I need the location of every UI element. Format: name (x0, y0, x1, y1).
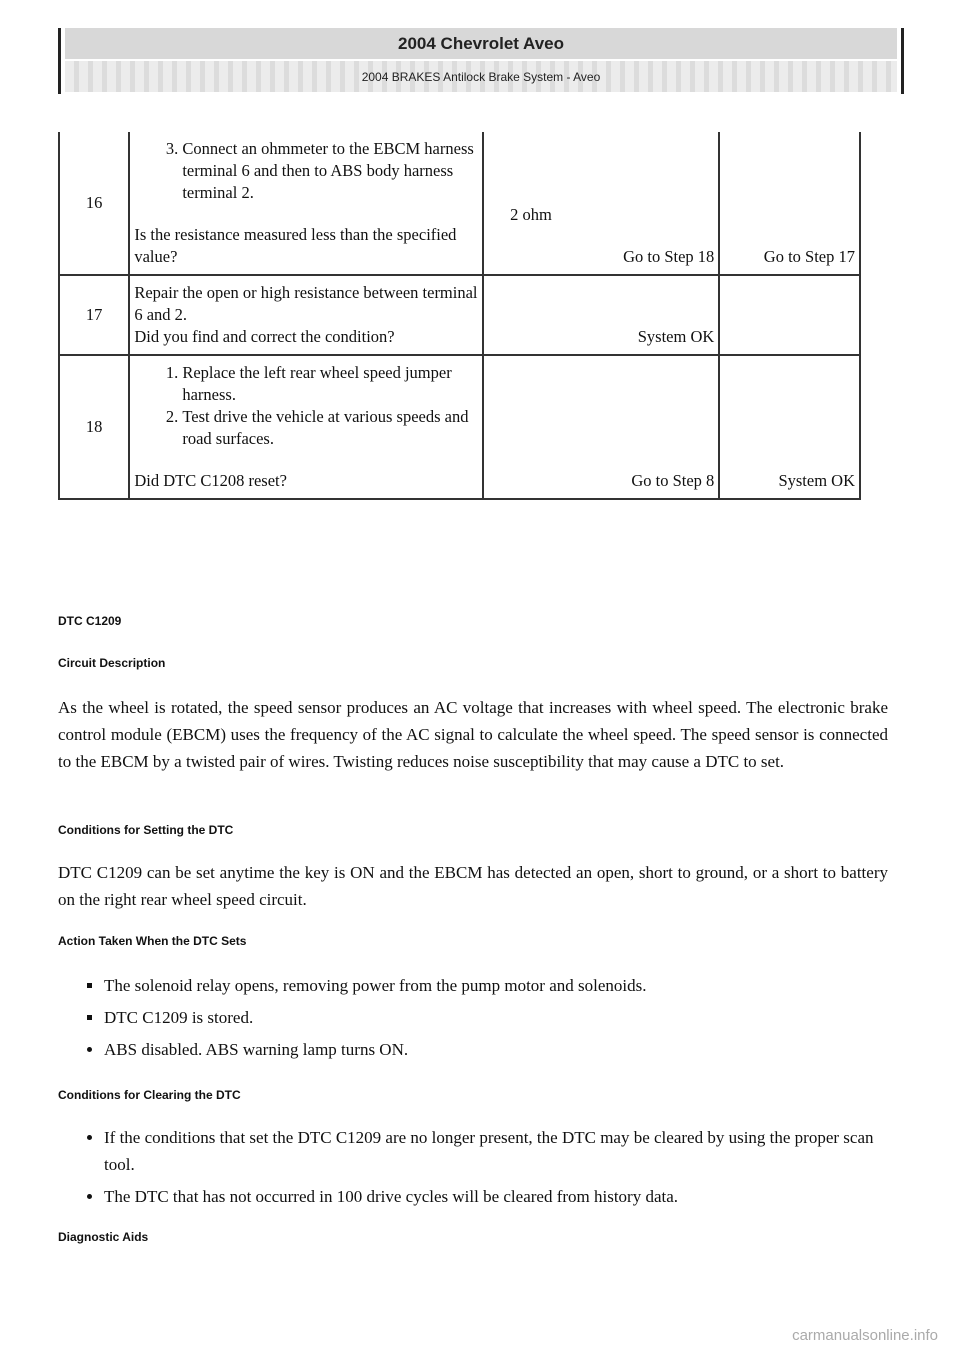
list-item: 1. Replace the left rear wheel speed jumper harness. (182, 362, 478, 406)
list-item: ▪ DTC C1209 is stored. (104, 1004, 888, 1031)
no-result: Go to Step 17 (719, 132, 860, 275)
table-row (59, 132, 860, 275)
dtc-title: DTC C1209 (58, 614, 122, 628)
step-question: Did DTC C1208 reset? (134, 471, 287, 490)
list-item: • The DTC that has not occurred in 100 drive cycles will be cleared from history data. (104, 1183, 888, 1210)
clearing-bullets (58, 1124, 888, 1210)
header-subtitle: 2004 BRAKES Antilock Brake System - Aveo (65, 61, 897, 92)
list-item: • If the conditions that set the DTC C1209 are no longer present, the DTC may be cleared by using the proper scan tool. (104, 1124, 888, 1178)
action-bullets (58, 972, 888, 1063)
step-action (129, 275, 483, 355)
step-text: Repair the open or high resistance between terminal 6 and 2. (134, 283, 478, 324)
step-number: 16 (59, 132, 129, 275)
list-item: 2. Test drive the vehicle at various speeds and road surfaces. (182, 406, 478, 450)
action-list (134, 138, 478, 204)
setting-heading: Conditions for Setting the DTC (58, 823, 234, 837)
step-number: 18 (59, 355, 129, 499)
step-value (483, 132, 719, 275)
diagnostic-table (58, 132, 861, 500)
no-result: System OK (719, 355, 860, 499)
circuit-description: As the wheel is rotated, the speed sensor produces an AC voltage that increases with wheel speed. The electronic brake control module (EBCM) uses the frequency of the AC signal to calculate the wheel speed. The speed sensor is connected to the EBCM by a twisted pair of wires. Twisting reduces noise susceptibility that may cause a DTC to set. (58, 698, 888, 771)
setting-description: DTC C1209 can be set anytime the key is ON and the EBCM has detected an open, short to ground, or a short to battery on the right rear wheel speed circuit. (58, 863, 888, 909)
table-row (59, 355, 860, 499)
step-question: Is the resistance measured less than the specified value? (134, 225, 457, 266)
clearing-list-section (58, 1124, 888, 1215)
page-header (58, 28, 904, 94)
clearing-heading: Conditions for Clearing the DTC (58, 1088, 241, 1102)
yes-result: Go to Step 18 (623, 247, 715, 266)
action-list (134, 362, 478, 450)
circuit-heading: Circuit Description (58, 656, 166, 670)
yes-result: Go to Step 8 (483, 355, 719, 499)
list-item: 3. Connect an ohmmeter to the EBCM harness terminal 6 and then to ABS body harness terminal 2. (182, 138, 478, 204)
table-row (59, 275, 860, 355)
step-action (129, 355, 483, 499)
action-list-section (58, 972, 888, 1068)
aids-heading: Diagnostic Aids (58, 1230, 149, 1244)
action-heading: Action Taken When the DTC Sets (58, 934, 247, 948)
header-title: 2004 Chevrolet Aveo (65, 28, 897, 59)
list-item: ▪ The solenoid relay opens, removing power from the pump motor and solenoids. (104, 972, 888, 999)
step-action (129, 132, 483, 275)
yes-result: System OK (483, 275, 719, 355)
step-question: Did you find and correct the condition? (134, 327, 395, 346)
step-number: 17 (59, 275, 129, 355)
list-item: • ABS disabled. ABS warning lamp turns ON. (104, 1036, 888, 1063)
spec-value: 2 ohm (510, 205, 552, 224)
no-result (719, 275, 860, 355)
watermark: carmanualsonline.info (792, 1327, 938, 1344)
